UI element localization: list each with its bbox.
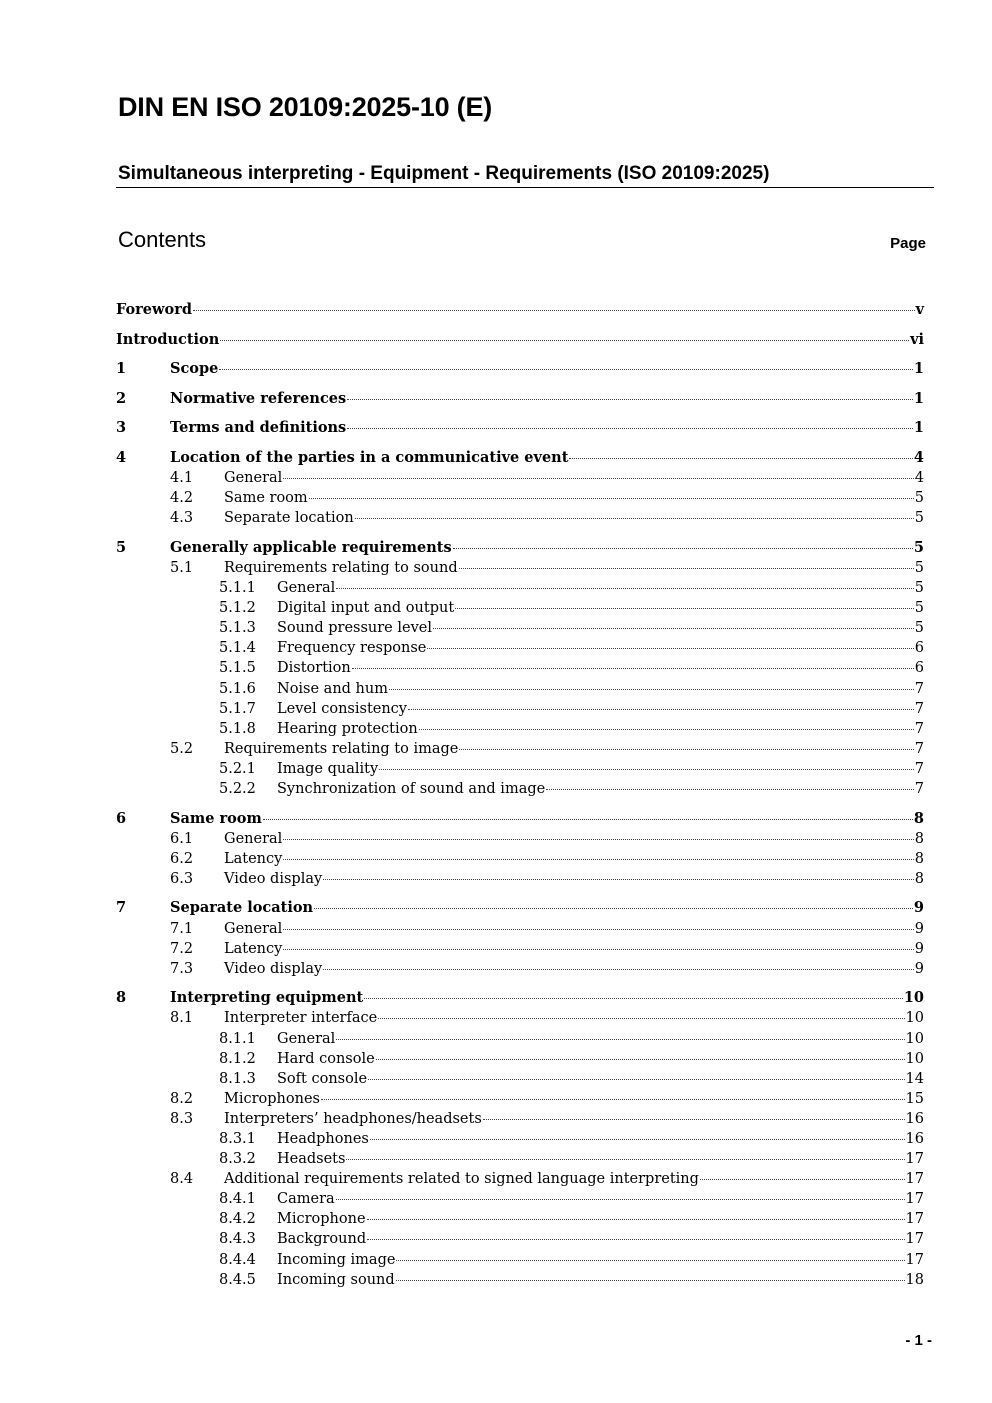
toc-entry[interactable] (116, 1189, 924, 1209)
toc-entry-title: Separate location (224, 510, 354, 527)
toc-entry-title: Video display (224, 960, 323, 977)
toc-entry-title: Hearing protection (277, 720, 418, 737)
toc-entry-title: Location of the parties in a communicative event (170, 448, 569, 466)
toc-entry-page: 6 (914, 660, 924, 677)
toc-entry-title: General (277, 1030, 336, 1047)
page-footer-number: - 1 - (905, 1332, 932, 1349)
toc-entry[interactable] (116, 699, 924, 719)
toc-dot-leader (364, 998, 903, 999)
toc-entry-page: 8 (913, 809, 924, 827)
toc-entry[interactable] (116, 1129, 924, 1149)
toc-entry[interactable] (116, 488, 924, 508)
toc-dot-leader (193, 310, 915, 311)
toc-dot-leader (336, 1199, 905, 1200)
toc-entry-page: 7 (914, 720, 924, 737)
toc-entry-page: v (915, 301, 924, 318)
toc-entry-page: 8 (914, 830, 924, 847)
toc-entry[interactable] (116, 1008, 924, 1028)
toc-entry-number: 6.3 (170, 870, 194, 887)
toc-entry-title: Soft console (277, 1070, 368, 1087)
toc-entry-page: 8 (914, 850, 924, 867)
toc-entry[interactable] (116, 1089, 924, 1109)
toc-entry[interactable] (116, 1169, 924, 1189)
toc-entry-title: Requirements relating to sound (224, 559, 458, 576)
toc-entry[interactable] (116, 829, 924, 849)
toc-dot-leader (546, 789, 914, 790)
toc-entry[interactable] (116, 898, 924, 918)
toc-entry[interactable] (116, 598, 924, 618)
toc-entry-title: Hard console (277, 1050, 375, 1067)
toc-entry-number: 5.1.3 (219, 620, 256, 637)
toc-entry-number: 5 (116, 538, 127, 556)
toc-entry-title: Foreword (116, 301, 192, 318)
toc-entry-page: vi (910, 330, 924, 348)
toc-entry[interactable] (116, 558, 924, 578)
toc-entry-page: 9 (914, 960, 924, 977)
toc-entry-number: 4 (116, 448, 127, 466)
toc-dot-leader (346, 1159, 904, 1160)
toc-entry-title: Scope (170, 360, 219, 378)
toc-entry-number: 8.2 (170, 1090, 194, 1107)
toc-entry[interactable] (116, 538, 924, 558)
toc-entry[interactable] (116, 658, 924, 678)
toc-entry-number: 4.2 (170, 490, 194, 507)
toc-entry[interactable] (116, 679, 924, 699)
toc-entry-title: Distortion (277, 660, 351, 677)
toc-entry-number: 5.1.1 (219, 580, 256, 597)
toc-dot-leader (367, 1239, 904, 1240)
toc-dot-leader (370, 1139, 905, 1140)
toc-dot-leader (314, 908, 913, 909)
toc-dot-leader (283, 949, 913, 950)
toc-dot-leader (368, 1079, 905, 1080)
toc-entry-title: Image quality (277, 760, 379, 777)
toc-entry-page: 10 (905, 1030, 924, 1047)
toc-entry-title: Synchronization of sound and image (277, 780, 546, 797)
toc-entry-page: 17 (905, 1191, 924, 1208)
toc-entry-page: 5 (914, 620, 924, 637)
toc-entry-number: 5.1.2 (219, 600, 256, 617)
toc-entry-page: 16 (905, 1130, 924, 1147)
toc-entry-number: 6.1 (170, 830, 194, 847)
toc-dot-leader (355, 518, 914, 519)
toc-dot-leader (347, 399, 913, 400)
toc-entry-title: Level consistency (277, 700, 407, 717)
toc-entry-page: 5 (914, 510, 924, 527)
toc-entry-number: 5.1.6 (219, 680, 256, 697)
toc-entry[interactable] (116, 1209, 924, 1229)
toc-entry-title: Camera (277, 1191, 335, 1208)
toc-entry-page: 1 (913, 389, 924, 407)
toc-entry[interactable] (116, 359, 924, 389)
toc-entry-number: 8.1 (170, 1010, 194, 1027)
toc-entry-title: Sound pressure level (277, 620, 432, 637)
toc-entry-page: 5 (913, 538, 924, 556)
toc-dot-leader (283, 839, 913, 840)
toc-dot-leader (379, 769, 914, 770)
toc-entry[interactable] (116, 330, 924, 360)
toc-entry-number: 2 (116, 389, 127, 407)
toc-entry-number: 6 (116, 809, 127, 827)
toc-entry-number: 5.2.2 (219, 780, 256, 797)
table-of-contents (116, 300, 924, 1290)
toc-dot-leader (283, 478, 913, 479)
toc-entry-title: Latency (224, 940, 283, 957)
toc-entry-number: 8.3 (170, 1110, 194, 1127)
toc-entry-title: Same room (224, 490, 308, 507)
toc-entry-number: 8.4.3 (219, 1231, 256, 1248)
toc-entry-number: 8.1.1 (219, 1030, 256, 1047)
toc-dot-leader (419, 729, 914, 730)
toc-entry[interactable] (116, 638, 924, 658)
toc-entry-title: General (224, 470, 283, 487)
toc-entry-title: General (224, 830, 283, 847)
toc-entry-page: 4 (914, 470, 924, 487)
toc-entry-number: 5.1.4 (219, 640, 256, 657)
toc-entry-title: Interpreting equipment (170, 989, 364, 1007)
toc-dot-leader (352, 668, 914, 669)
toc-entry[interactable] (116, 759, 924, 779)
toc-dot-leader (321, 1099, 905, 1100)
toc-entry-number: 4.3 (170, 510, 194, 527)
toc-entry[interactable] (116, 1229, 924, 1249)
toc-entry-number: 8.4.2 (219, 1211, 256, 1228)
toc-entry-page: 5 (914, 559, 924, 576)
toc-entry-number: 7 (116, 899, 127, 917)
toc-entry[interactable] (116, 389, 924, 419)
toc-entry[interactable] (116, 779, 924, 809)
toc-entry-number: 3 (116, 419, 127, 437)
toc-dot-leader (433, 628, 914, 629)
toc-entry-page: 1 (913, 360, 924, 378)
toc-entry-page: 18 (905, 1271, 924, 1288)
toc-dot-leader (283, 929, 913, 930)
toc-entry-page: 17 (905, 1251, 924, 1268)
toc-entry[interactable] (116, 1149, 924, 1169)
toc-dot-leader (408, 709, 914, 710)
toc-dot-leader (263, 819, 913, 820)
toc-entry[interactable] (116, 468, 924, 488)
toc-entry-title: Microphones (224, 1090, 320, 1107)
toc-dot-leader (453, 548, 913, 549)
toc-entry[interactable] (116, 448, 924, 468)
toc-entry[interactable] (116, 300, 924, 330)
toc-entry[interactable] (116, 1029, 924, 1049)
toc-dot-leader (336, 1039, 904, 1040)
toc-entry-page: 17 (905, 1211, 924, 1228)
toc-dot-leader (483, 1119, 905, 1120)
toc-entry-title: Headphones (277, 1130, 369, 1147)
toc-entry-title: Background (277, 1231, 367, 1248)
toc-entry-number: 6.2 (170, 850, 194, 867)
toc-entry-number: 7.1 (170, 920, 194, 937)
toc-entry-title: Frequency response (277, 640, 427, 657)
toc-dot-leader (376, 1059, 905, 1060)
toc-entry[interactable] (116, 849, 924, 869)
toc-entry-number: 5.2.1 (219, 760, 256, 777)
toc-entry-page: 17 (905, 1151, 924, 1168)
toc-entry-page: 10 (905, 1010, 924, 1027)
title-rule (116, 187, 934, 188)
toc-dot-leader (396, 1260, 904, 1261)
toc-entry[interactable] (116, 578, 924, 598)
toc-entry-number: 8 (116, 989, 127, 1007)
toc-entry-title: Normative references (170, 389, 347, 407)
toc-entry[interactable] (116, 418, 924, 448)
toc-entry-title: Generally applicable requirements (170, 538, 452, 556)
toc-entry-title: Introduction (116, 330, 220, 348)
toc-entry[interactable] (116, 739, 924, 759)
toc-entry-number: 5.1.7 (219, 700, 256, 717)
toc-entry-page: 17 (905, 1231, 924, 1248)
toc-dot-leader (378, 1018, 904, 1019)
toc-entry-page: 8 (914, 870, 924, 887)
toc-entry[interactable] (116, 618, 924, 638)
toc-entry-page: 16 (905, 1110, 924, 1127)
toc-dot-leader (427, 648, 913, 649)
toc-entry-title: General (224, 920, 283, 937)
toc-entry-number: 8.4.1 (219, 1191, 256, 1208)
toc-entry-number: 8.1.3 (219, 1070, 256, 1087)
toc-dot-leader (700, 1179, 905, 1180)
toc-dot-leader (323, 879, 914, 880)
toc-entry-page: 1 (913, 419, 924, 437)
toc-entry-number: 8.1.2 (219, 1050, 256, 1067)
toc-entry-title: Interpreters’ headphones/headsets (224, 1110, 482, 1127)
toc-dot-leader (220, 340, 909, 341)
toc-entry[interactable] (116, 1109, 924, 1129)
toc-entry-title: Incoming image (277, 1251, 396, 1268)
toc-entry-number: 8.4.5 (219, 1271, 256, 1288)
toc-entry[interactable] (116, 1069, 924, 1089)
toc-entry-page: 7 (914, 780, 924, 797)
toc-entry-title: Separate location (170, 899, 314, 917)
toc-entry-number: 8.3.2 (219, 1151, 256, 1168)
toc-dot-leader (336, 588, 913, 589)
toc-entry-page: 7 (914, 680, 924, 697)
toc-entry-number: 4.1 (170, 470, 194, 487)
toc-dot-leader (396, 1280, 905, 1281)
toc-entry-title: Noise and hum (277, 680, 388, 697)
toc-dot-leader (459, 568, 914, 569)
toc-entry[interactable] (116, 939, 924, 959)
toc-entry-title: Same room (170, 809, 262, 827)
toc-entry-title: Video display (224, 870, 323, 887)
toc-entry[interactable] (116, 988, 924, 1008)
toc-dot-leader (323, 969, 914, 970)
toc-entry-page: 17 (905, 1171, 924, 1188)
toc-entry[interactable] (116, 1250, 924, 1270)
toc-entry-page: 7 (914, 740, 924, 757)
toc-entry-number: 5.2 (170, 740, 194, 757)
toc-entry[interactable] (116, 959, 924, 989)
toc-dot-leader (569, 458, 912, 459)
toc-entry-page: 15 (905, 1090, 924, 1107)
toc-entry-page: 7 (914, 760, 924, 777)
document-subtitle: Simultaneous interpreting - Equipment - Requirements (ISO 20109:2025) (118, 163, 770, 184)
toc-entry[interactable] (116, 1049, 924, 1069)
toc-entry-number: 5.1 (170, 559, 194, 576)
toc-dot-leader (389, 689, 914, 690)
toc-entry-number: 8.4 (170, 1171, 194, 1188)
toc-entry-page: 5 (914, 580, 924, 597)
toc-entry[interactable] (116, 1270, 924, 1290)
toc-dot-leader (459, 749, 913, 750)
toc-entry-title: General (277, 580, 336, 597)
toc-entry-title: Interpreter interface (224, 1010, 378, 1027)
toc-entry-number: 5.1.8 (219, 720, 256, 737)
toc-entry-number: 7.2 (170, 940, 194, 957)
toc-entry-page: 5 (914, 490, 924, 507)
toc-entry-page: 14 (905, 1070, 924, 1087)
toc-entry-page: 6 (914, 640, 924, 657)
toc-dot-leader (283, 859, 913, 860)
toc-entry-page: 9 (914, 920, 924, 937)
toc-entry-page: 5 (914, 600, 924, 617)
toc-entry-title: Microphone (277, 1211, 366, 1228)
toc-entry[interactable] (116, 809, 924, 829)
toc-entry[interactable] (116, 508, 924, 538)
toc-entry-number: 8.3.1 (219, 1130, 256, 1147)
toc-entry-title: Requirements relating to image (224, 740, 459, 757)
toc-entry-page: 7 (914, 700, 924, 717)
toc-entry-title: Additional requirements related to signed language interpreting (224, 1171, 699, 1188)
toc-dot-leader (455, 608, 914, 609)
toc-dot-leader (309, 498, 914, 499)
toc-entry-title: Headsets (277, 1151, 346, 1168)
toc-entry-number: 5.1.5 (219, 660, 256, 677)
toc-entry-page: 4 (913, 448, 924, 466)
document-title: DIN EN ISO 20109:2025-10 (E) (118, 92, 493, 122)
toc-entry-page: 9 (913, 899, 924, 917)
toc-entry-page: 9 (914, 940, 924, 957)
toc-entry-number: 7.3 (170, 960, 194, 977)
toc-dot-leader (367, 1219, 905, 1220)
toc-entry-title: Latency (224, 850, 283, 867)
contents-heading: Contents (118, 227, 207, 252)
toc-entry-title: Incoming sound (277, 1271, 395, 1288)
toc-dot-leader (219, 369, 913, 370)
toc-entry-title: Digital input and output (277, 600, 455, 617)
toc-entry[interactable] (116, 869, 924, 899)
toc-entry-number: 1 (116, 360, 127, 378)
toc-entry-title: Terms and definitions (170, 419, 347, 437)
toc-entry[interactable] (116, 719, 924, 739)
toc-entry-number: 8.4.4 (219, 1251, 256, 1268)
toc-dot-leader (347, 428, 913, 429)
toc-entry-page: 10 (905, 1050, 924, 1067)
toc-entry-page: 10 (903, 989, 924, 1007)
toc-entry[interactable] (116, 919, 924, 939)
page-column-heading: Page (890, 235, 926, 252)
